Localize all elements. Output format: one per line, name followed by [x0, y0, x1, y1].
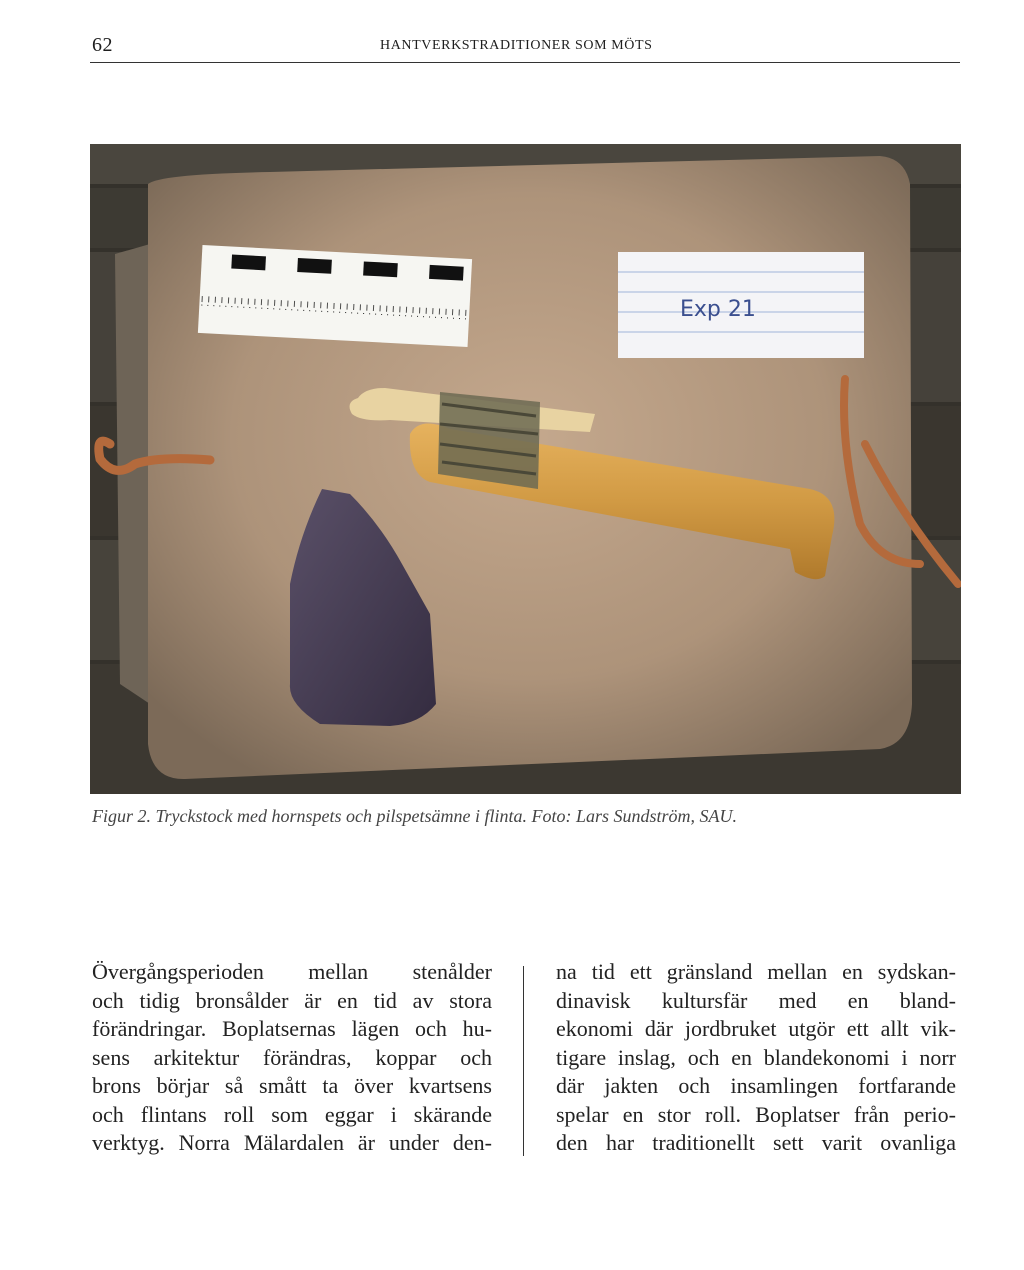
text-line: förändringar. Boplatsernas lägen och hu- — [92, 1016, 492, 1041]
figure-caption: Figur 2. Tryckstock med hornspets och pilspetsämne i flinta. Foto: Lars Sundström, SAU. — [92, 806, 737, 826]
text-line: spelar en stor roll. Boplatser från perio- — [556, 1101, 956, 1127]
label-card — [618, 252, 864, 358]
label-card-text: Exp 21 — [680, 297, 756, 322]
text-column-right — [556, 958, 956, 1158]
text-line: den har traditionellt sett varit ovanliga — [556, 1130, 956, 1155]
text-line: och tidig bronsålder är en tid av stora — [92, 987, 492, 1013]
running-header: HANTVERKSTRADITIONER SOM MÖTS — [380, 38, 653, 53]
header-rule — [90, 62, 960, 63]
text-line: Övergångsperioden mellan stenålder — [92, 959, 492, 984]
text-line: brons börjar så smått ta över kvartsens — [92, 1073, 492, 1098]
text-line: ekonomi där jordbruket utgör ett allt vik- — [556, 1016, 956, 1041]
text-line: tigare inslag, och en blandekonomi i norr — [556, 1044, 956, 1070]
text-line: verktyg. Norra Mälardalen är under den- — [92, 1130, 492, 1155]
text-line: och flintans roll som eggar i skärande — [92, 1101, 492, 1127]
text-line: sens arkitektur förändras, koppar och — [92, 1044, 492, 1070]
text-column-left — [92, 958, 492, 1158]
text-line: där jakten och insamlingen fortfarande — [556, 1073, 956, 1098]
figure-photo — [90, 144, 961, 794]
page-number: 62 — [92, 34, 113, 56]
column-rule — [523, 966, 524, 1156]
text-line: na tid ett gränsland mellan en sydskan- — [556, 959, 956, 984]
text-line: dinavisk kultursfär med en bland- — [556, 987, 956, 1013]
scale-ruler — [198, 245, 472, 347]
